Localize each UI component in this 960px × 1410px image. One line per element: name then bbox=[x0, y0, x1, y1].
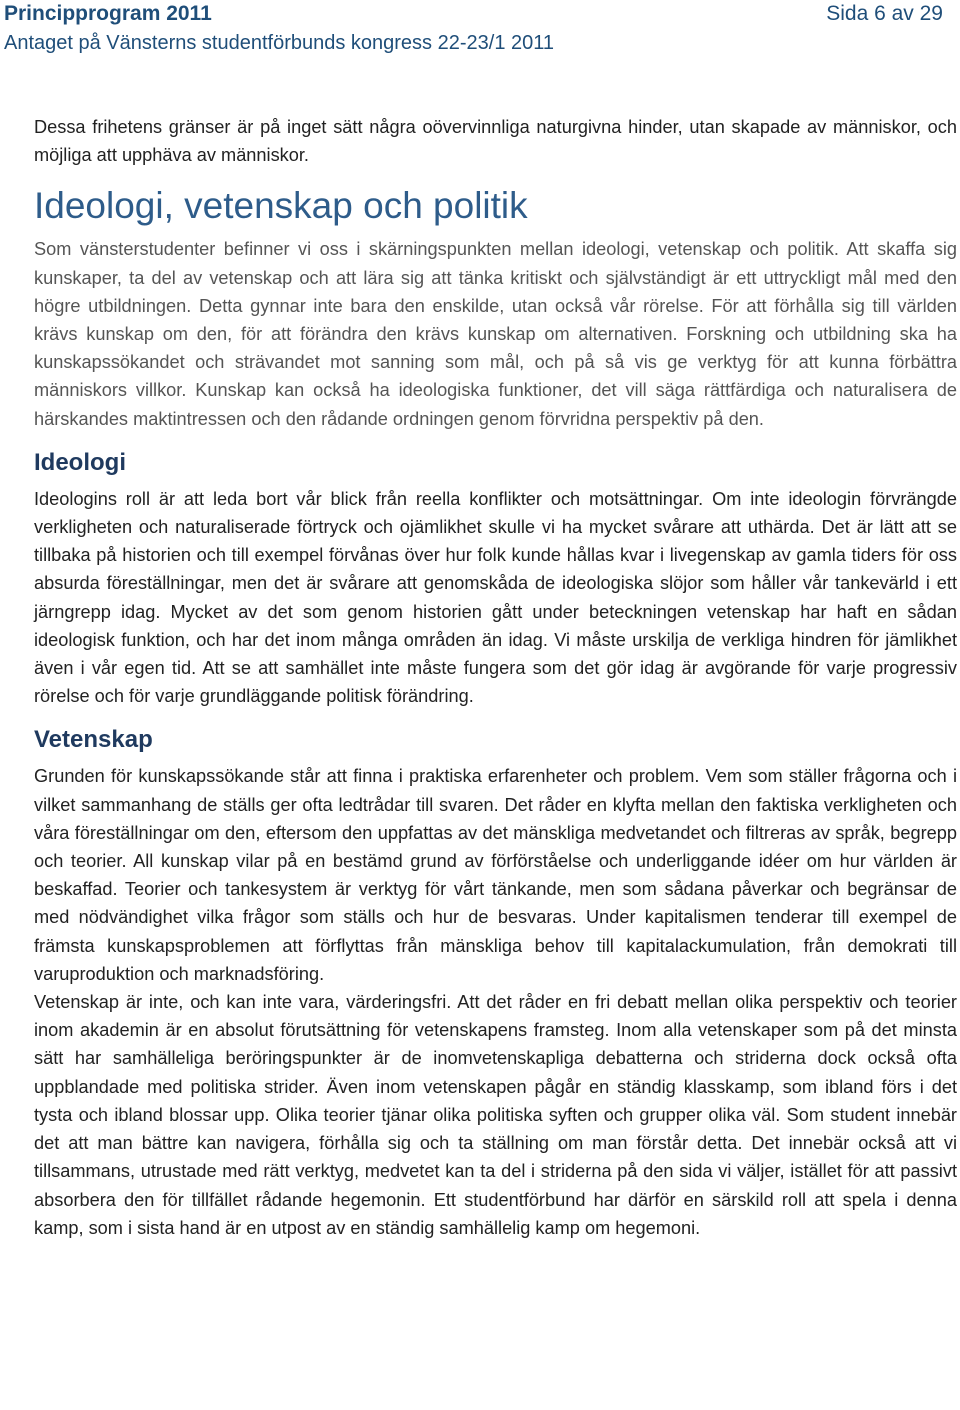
document-title: Principprogram 2011 bbox=[4, 2, 212, 25]
vetenskap-paragraph-1: Grunden för kunskapssökande står att finna i praktiska erfarenheter och problem. Vem som ställer frågorna och i vilket sammanhang de ställs ger ofta ledtrådar till svaren. Det råder en klyfta mellan den faktiska verkligheten och våra föreställningar om den, eftersom den uppfattas av det mänskliga medvetandet och filtreras av språk, begrepp och teorier. All kunskap vilar på en bestämd grund av förförståelse och underliggande idéer om hur världen är beskaffad. Teorier och tankesystem är verktyg för vårt tänkande, men som sådana påverkar och begränsar de med nödvändighet vilka frågor som ställs och hur de besvaras. Under kapitalismen tenderar till exempel de främsta kunskapsproblemen att förflyttas från mänskliga behov till kapitalackumulation, från demokrati till varuproduktion och marknadsföring. bbox=[34, 766, 957, 984]
section-heading-main: Ideologi, vetenskap och politik bbox=[34, 185, 528, 227]
section-heading-vetenskap: Vetenskap bbox=[34, 726, 153, 754]
page-number: Sida 6 av 29 bbox=[826, 2, 943, 25]
intro-paragraph: Dessa frihetens gränser är på inget sätt några oövervinnliga naturgivna hinder, utan skapade av människor, och möjliga att upphäva av människor. bbox=[34, 117, 957, 166]
main-lead-paragraph: Som vänsterstudenter befinner vi oss i skärningspunkten mellan ideologi, vetenskap och politik. Att skaffa sig kunskaper, ta del av vetenskap och att lära sig att tänka kritiskt och självständigt är ett uttryckligt mål med den högre utbildningen. Detta gynnar inte bara den enskilde, utan också vår rörelse. För att förhålla sig till världen krävs kunskap om den, för att förändra den krävs kunskap om alternativen. Forskning och utbildning ska ha kunskapssökandet och strävandet mot sanning som mål, och på så vis ge verktyg för att kunna förbättra människors villkor. Kunskap kan också ha ideologiska funktioner, det vill säga rättfärdiga och naturalisera de härskandes maktintressen och den rådande ordningen genom förvridna perspektiv på den. bbox=[34, 239, 957, 429]
vetenskap-paragraph-2: Vetenskap är inte, och kan inte vara, värderingsfri. Att det råder en fri debatt mellan olika perspektiv och teorier inom akademin är en absolut förutsättning för vetenskapens framsteg. Inom alla vetenskaper som på det minsta sätt har samhälleliga beröringspunkter är de inomvetenskapliga debatterna och striderna dock också ofta uppblandade med politiska strider. Även inom vetenskapen pågår en ständig klasskamp, som ibland förs i det tysta och ibland blossar upp. Olika teorier tjänar olika politiska syften och grupper olika väl. Som student innebär det att man bättre kan navigera, förhålla sig och ta ställning om man förstår detta. Det innebär också att vi tillsammans, utrustade med rätt verktyg, medvetet kan ta del i striderna på den sida vi väljer, istället för att passivt absorbera den för tillfället rådande hegemonin. Ett studentförbund har därför en särskild roll att spela i denna kamp, som i sista hand är en utpost av en ständig samhällelig kamp om hegemoni. bbox=[34, 992, 957, 1238]
document-body bbox=[34, 113, 957, 1242]
document-subtitle: Antaget på Vänsterns studentförbunds kongress 22-23/1 2011 bbox=[4, 32, 555, 54]
ideologi-paragraph: Ideologins roll är att leda bort vår blick från reella konflikter och motsättningar. Om inte ideologin förvrängde verkligheten och naturaliserade förtryck och ojämlikhet skulle vi ha mycket svårare att uthärda. Det är lätt att se tillbaka på historien och till exempel förvånas över hur folk kunde hållas kvar i livegenskap av gamla tiders för oss absurda föreställningar, men det är svårare att genomskåda de ideologiska slöjor som håller vår tankevärld i ett järngrepp idag. Mycket av det som genom historien gått under beteckningen vetenskap har haft en sådan ideologisk funktion, och har det inom många områden än idag. Vi måste urskilja de verkliga hindren för jämlikhet även i vår egen tid. Att se att samhället inte måste fungera som det gör idag är avgörande för varje progressiv rörelse och för varje grundläggande politisk förändring. bbox=[34, 488, 957, 707]
page-header bbox=[0, 0, 960, 58]
section-heading-ideologi: Ideologi bbox=[34, 448, 126, 476]
